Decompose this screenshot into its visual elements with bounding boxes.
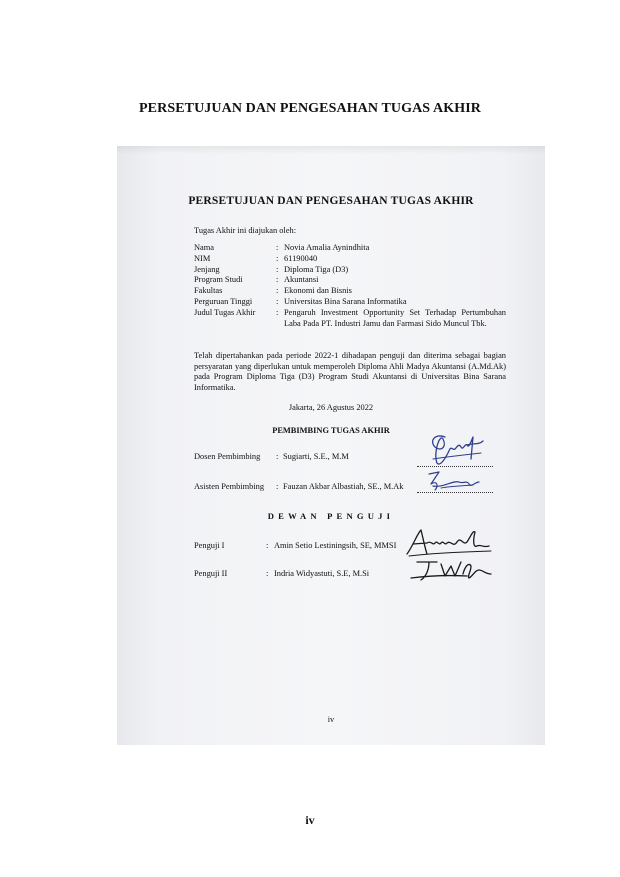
examiner-2-signature bbox=[407, 556, 493, 584]
field-colon: : bbox=[276, 275, 279, 285]
role-label: Penguji I bbox=[194, 541, 225, 550]
scanned-approval-page bbox=[117, 146, 545, 745]
field-label: Program Studi bbox=[194, 275, 243, 285]
role-label: Dosen Pembimbing bbox=[194, 452, 261, 461]
field-label: Nama bbox=[194, 243, 214, 252]
examiner-row bbox=[194, 569, 369, 578]
field-row-faculty bbox=[194, 286, 506, 297]
field-value: Akuntansi bbox=[284, 275, 319, 285]
field-value: Ekonomi dan Bisnis bbox=[284, 286, 352, 296]
role-colon: : bbox=[266, 569, 269, 578]
field-value: Diploma Tiga (D3) bbox=[284, 264, 349, 274]
advisor-2-signature bbox=[423, 468, 483, 496]
student-info bbox=[194, 243, 506, 329]
role-label: Penguji II bbox=[194, 569, 228, 578]
role-colon: : bbox=[276, 482, 279, 491]
field-label: Jenjang bbox=[194, 264, 220, 274]
field-colon: : bbox=[276, 307, 279, 317]
scan-shadow bbox=[117, 146, 545, 154]
field-label: NIM bbox=[194, 253, 211, 263]
field-value: 61190040 bbox=[284, 253, 318, 263]
field-row-thesis-title bbox=[194, 308, 506, 330]
examiner-row bbox=[194, 541, 396, 550]
advisor-1-signature bbox=[423, 429, 495, 469]
role-label: Asisten Pembimbing bbox=[194, 482, 265, 491]
page-number: iv bbox=[305, 813, 315, 827]
person-name: Fauzan Akbar Albastiah, SE., M.Ak bbox=[283, 482, 404, 491]
field-value: Pengaruh Investment Opportunity Set Terhadap Pertumbuhan Laba Pada PT. Industri Jamu dan Farmasi Sido Muncul Tbk. bbox=[284, 307, 506, 328]
field-value: Universitas Bina Sarana Informatika bbox=[284, 296, 407, 306]
field-label: Judul Tugas Akhir bbox=[194, 307, 256, 317]
field-colon: : bbox=[276, 286, 279, 296]
field-colon: : bbox=[276, 253, 279, 263]
examiners-heading: DEWAN PENGUJI bbox=[267, 511, 395, 521]
document-title: PERSETUJUAN DAN PENGESAHAN TUGAS AKHIR bbox=[188, 195, 474, 207]
field-row-university bbox=[194, 297, 506, 308]
field-label: Perguruan Tinggi bbox=[194, 296, 253, 306]
field-colon: : bbox=[276, 296, 279, 306]
advisors-heading: PEMBIMBING TUGAS AKHIR bbox=[272, 426, 390, 435]
field-row-level bbox=[194, 265, 506, 276]
field-value: Novia Amalia Aynindhita bbox=[284, 243, 370, 252]
advisor-row bbox=[194, 452, 349, 461]
field-row-nim bbox=[194, 254, 506, 265]
page-title: PERSETUJUAN DAN PENGESAHAN TUGAS AKHIR bbox=[139, 101, 481, 116]
role-colon: : bbox=[276, 452, 279, 461]
field-colon: : bbox=[276, 264, 279, 274]
field-row-program bbox=[194, 275, 506, 286]
person-name: Indria Widyastuti, S.E, M.Si bbox=[274, 569, 370, 578]
place-date: Jakarta, 26 Agustus 2022 bbox=[288, 403, 374, 412]
field-label: Fakultas bbox=[194, 286, 223, 296]
defense-statement: Telah dipertahankan pada periode 2022-1 dihadapan penguji dan diterima sebagai bagian persyaratan yang diperlukan untuk memperoleh Diploma Ahli Madya Akuntansi (A.Md.Ak) pada Program Diploma Tiga (D3) Program Studi Akuntansi di Universitas Bina Sarana Informatika. bbox=[194, 351, 506, 392]
role-colon: : bbox=[266, 541, 269, 550]
person-name: Amin Setio Lestiningsih, SE, MMSI bbox=[274, 541, 397, 550]
intro-text: Tugas Akhir ini diajukan oleh: bbox=[194, 226, 297, 235]
scan-page-number: iv bbox=[327, 715, 335, 724]
field-row-name bbox=[194, 243, 506, 254]
advisor-row bbox=[194, 482, 404, 491]
person-name: Sugiarti, S.E., M.M bbox=[283, 452, 349, 461]
field-colon: : bbox=[276, 243, 279, 252]
